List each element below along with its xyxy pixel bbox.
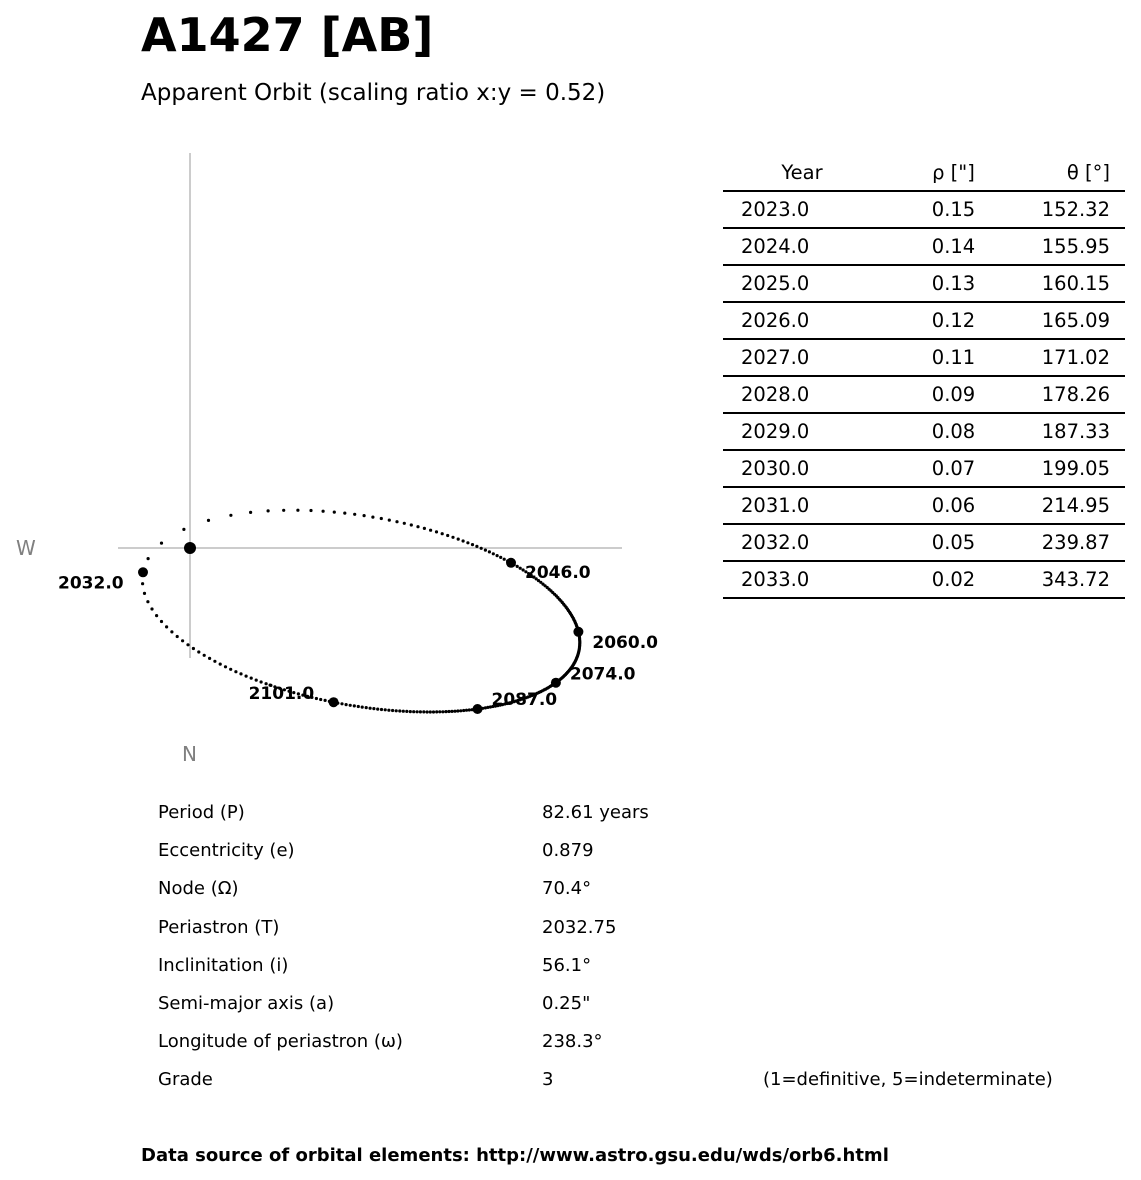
- orbit-point: [146, 600, 149, 603]
- cell-theta: 199.05: [1026, 450, 1125, 487]
- epoch-marker: [473, 704, 483, 714]
- orbit-point: [416, 525, 419, 528]
- element-name: Node (Ω): [158, 878, 239, 900]
- element-row: [158, 834, 1118, 872]
- ephemeris-table: [723, 155, 1125, 599]
- cell-year: 2031.0: [723, 487, 881, 524]
- element-note: (1=definitive, 5=indeterminate): [763, 1069, 1053, 1091]
- cell-year: 2032.0: [723, 524, 881, 561]
- orbit-point: [444, 710, 447, 713]
- orbit-point: [224, 665, 227, 668]
- orbit-point: [435, 710, 438, 713]
- orbit-point: [471, 543, 474, 546]
- orbit-point: [409, 710, 412, 713]
- orbit-point: [475, 545, 478, 548]
- element-name: Grade: [158, 1069, 213, 1091]
- element-name: Longitude of periastron (ω): [158, 1031, 403, 1053]
- orbit-point: [432, 710, 435, 713]
- orbit-point: [496, 554, 499, 557]
- orbit-point: [203, 654, 206, 657]
- orbit-point: [380, 708, 383, 711]
- orbit-point: [422, 710, 425, 713]
- orbit-point: [503, 558, 506, 561]
- orbit-point: [387, 709, 390, 712]
- orbit-point: [349, 704, 352, 707]
- orbit-point: [363, 514, 366, 517]
- orbit-point: [219, 663, 222, 666]
- orbit-point: [229, 514, 232, 517]
- orbit-point: [282, 509, 285, 512]
- epoch-label: 2060.0: [592, 632, 659, 653]
- orbit-point: [462, 539, 465, 542]
- orbit-point: [488, 550, 491, 553]
- cell-year: 2025.0: [723, 265, 881, 302]
- element-row: [158, 1025, 1118, 1063]
- cell-theta: 178.26: [1026, 376, 1125, 413]
- cell-year: 2033.0: [723, 561, 881, 598]
- cell-theta: 160.15: [1026, 265, 1125, 302]
- orbit-point: [250, 677, 253, 680]
- orbit-point: [229, 668, 232, 671]
- ephemeris-body: [723, 191, 1125, 598]
- cell-rho: 0.07: [881, 450, 1026, 487]
- orbit-point: [447, 710, 450, 713]
- cell-rho: 0.13: [881, 265, 1026, 302]
- orbit-point: [186, 643, 189, 646]
- epoch-label: 2046.0: [525, 562, 591, 583]
- orbit-point: [384, 708, 387, 711]
- cell-rho: 0.09: [881, 376, 1026, 413]
- element-row: [158, 872, 1118, 910]
- element-value: 70.4°: [542, 878, 592, 900]
- element-value: 82.61 years: [542, 802, 649, 823]
- orbit-point: [395, 520, 398, 523]
- orbit-point: [441, 532, 444, 535]
- orbit-point: [213, 660, 216, 663]
- orbit-point: [429, 710, 432, 713]
- cell-rho: 0.02: [881, 561, 1026, 598]
- orbit-point: [345, 703, 348, 706]
- ephemeris-header-row: [723, 155, 1125, 191]
- orbit-point: [160, 620, 163, 623]
- table-row: [723, 228, 1125, 265]
- orbit-point: [147, 557, 150, 560]
- orbit-point: [450, 710, 453, 713]
- orbit-point: [419, 710, 422, 713]
- orbit-point: [340, 702, 343, 705]
- orbit-point: [143, 592, 146, 595]
- table-row: [723, 450, 1125, 487]
- cell-theta: 343.72: [1026, 561, 1125, 598]
- orbit-point: [446, 534, 449, 537]
- orbit-point: [353, 513, 356, 516]
- orbit-point: [369, 707, 372, 710]
- orbit-point: [499, 556, 502, 559]
- orbit-point: [333, 511, 336, 514]
- orbit-point: [453, 710, 456, 713]
- orbit-point: [426, 710, 429, 713]
- orbit-point: [296, 509, 299, 512]
- cell-rho: 0.12: [881, 302, 1026, 339]
- epoch-marker: [138, 567, 148, 577]
- orbit-point: [160, 542, 163, 545]
- chart-subtitle: Apparent Orbit (scaling ratio x:y = 0.52): [141, 80, 606, 106]
- orbit-point: [372, 707, 375, 710]
- orbit-point: [435, 530, 438, 533]
- orbit-point: [197, 650, 200, 653]
- cell-year: 2028.0: [723, 376, 881, 413]
- orbit-point: [245, 675, 248, 678]
- orbit-point: [353, 704, 356, 707]
- cell-rho: 0.05: [881, 524, 1026, 561]
- element-value: 3: [542, 1069, 554, 1091]
- element-row: [158, 949, 1118, 987]
- element-name: Inclinitation (i): [158, 954, 289, 976]
- cell-rho: 0.15: [881, 191, 1026, 228]
- cell-year: 2029.0: [723, 413, 881, 450]
- epoch-label: 2074.0: [569, 664, 636, 685]
- element-value: 238.3°: [542, 1031, 603, 1053]
- orbit-point: [376, 708, 379, 711]
- element-value: 0.879: [542, 840, 594, 862]
- col-header-rho: ρ ["]: [881, 155, 1026, 191]
- chart-title: A1427 [AB]: [141, 8, 434, 62]
- table-row: [723, 376, 1125, 413]
- element-row: [158, 911, 1118, 949]
- orbit-point: [429, 529, 432, 532]
- table-row: [723, 561, 1125, 598]
- orbit-point: [319, 698, 322, 701]
- north-label: N: [182, 742, 197, 766]
- cell-theta: 165.09: [1026, 302, 1125, 339]
- cell-year: 2023.0: [723, 191, 881, 228]
- orbit-epoch-markers: [58, 558, 658, 714]
- orbit-point: [403, 522, 406, 525]
- orbit-point: [516, 565, 519, 568]
- orbit-point: [484, 549, 487, 552]
- element-row: [158, 796, 1118, 834]
- primary-star-marker: [184, 542, 196, 554]
- orbit-points: [141, 509, 581, 714]
- orbit-point: [267, 509, 270, 512]
- orbit-point: [324, 699, 327, 702]
- element-row: [158, 1063, 1118, 1101]
- orbit-point: [391, 709, 394, 712]
- orbit-point: [165, 625, 168, 628]
- orbital-elements: [158, 796, 1118, 1102]
- orbit-point: [462, 709, 465, 712]
- orbit-point: [208, 657, 211, 660]
- cell-year: 2026.0: [723, 302, 881, 339]
- orbit-point: [182, 528, 185, 531]
- orbit-point: [380, 517, 383, 520]
- cell-theta: 152.32: [1026, 191, 1125, 228]
- orbit-point: [416, 710, 419, 713]
- cell-theta: 187.33: [1026, 413, 1125, 450]
- cell-rho: 0.14: [881, 228, 1026, 265]
- orbit-point: [260, 680, 263, 683]
- table-row: [723, 524, 1125, 561]
- orbit-point: [451, 536, 454, 539]
- col-header-theta: θ [°]: [1026, 155, 1125, 191]
- element-value: 56.1°: [542, 954, 592, 976]
- orbit-point: [410, 523, 413, 526]
- epoch-marker: [573, 627, 583, 637]
- orbit-point: [412, 710, 415, 713]
- orbit-point: [405, 710, 408, 713]
- orbit-point: [480, 547, 483, 550]
- orbit-point: [465, 709, 468, 712]
- epoch-label: 2032.0: [58, 573, 124, 594]
- table-row: [723, 339, 1125, 376]
- orbit-point: [343, 512, 346, 515]
- orbit-point: [492, 552, 495, 555]
- table-row: [723, 265, 1125, 302]
- orbit-point: [239, 672, 242, 675]
- orbit-point: [365, 706, 368, 709]
- data-source: Data source of orbital elements: http://www.astro.gsu.edu/wds/orb6.html: [141, 1145, 889, 1166]
- orbit-point: [141, 582, 144, 585]
- epoch-marker: [551, 678, 561, 688]
- orbit-point: [181, 639, 184, 642]
- cell-theta: 214.95: [1026, 487, 1125, 524]
- orbit-point: [402, 710, 405, 713]
- element-value: 0.25": [542, 992, 591, 1014]
- cell-year: 2030.0: [723, 450, 881, 487]
- west-label: W: [16, 536, 36, 560]
- orbit-point: [176, 635, 179, 638]
- element-name: Semi-major axis (a): [158, 992, 335, 1014]
- element-row: [158, 987, 1118, 1025]
- orbit-point: [371, 516, 374, 519]
- epoch-label: 2101.0: [248, 684, 315, 705]
- cell-theta: 239.87: [1026, 524, 1125, 561]
- table-row: [723, 302, 1125, 339]
- orbit-point: [234, 670, 237, 673]
- orbit-point: [150, 607, 153, 610]
- orbit-point: [315, 697, 318, 700]
- orbit-plot: [0, 140, 700, 780]
- orbit-point: [441, 710, 444, 713]
- orbit-point: [249, 511, 252, 514]
- orbit-point: [457, 538, 460, 541]
- orbit-point: [519, 567, 522, 570]
- cell-rho: 0.08: [881, 413, 1026, 450]
- orbit-point: [207, 519, 210, 522]
- orbit-point: [361, 706, 364, 709]
- table-row: [723, 413, 1125, 450]
- element-name: Eccentricity (e): [158, 840, 295, 862]
- orbit-point: [423, 527, 426, 530]
- cell-year: 2027.0: [723, 339, 881, 376]
- cell-theta: 171.02: [1026, 339, 1125, 376]
- orbit-point: [255, 679, 258, 682]
- orbit-point: [388, 519, 391, 522]
- cell-rho: 0.11: [881, 339, 1026, 376]
- cell-rho: 0.06: [881, 487, 1026, 524]
- orbit-point: [459, 709, 462, 712]
- epoch-label: 2087.0: [491, 690, 558, 710]
- epoch-marker: [329, 697, 339, 707]
- orbit-point: [395, 709, 398, 712]
- orbit-point: [466, 541, 469, 544]
- cell-year: 2024.0: [723, 228, 881, 265]
- orbit-point: [170, 630, 173, 633]
- epoch-marker: [506, 558, 516, 568]
- element-value: 2032.75: [542, 916, 617, 938]
- table-row: [723, 487, 1125, 524]
- orbit-point: [468, 708, 471, 711]
- orbit-point: [192, 647, 195, 650]
- orbit-point: [357, 705, 360, 708]
- col-header-year: Year: [723, 155, 881, 191]
- orbit-point: [456, 709, 459, 712]
- orbit-point: [309, 509, 312, 512]
- element-name: Periastron (T): [158, 916, 280, 938]
- element-name: Period (P): [158, 802, 245, 823]
- orbit-point: [438, 710, 441, 713]
- cell-theta: 155.95: [1026, 228, 1125, 265]
- orbit-point: [155, 614, 158, 617]
- orbit-point: [322, 510, 325, 513]
- orbit-point: [398, 709, 401, 712]
- table-row: [723, 191, 1125, 228]
